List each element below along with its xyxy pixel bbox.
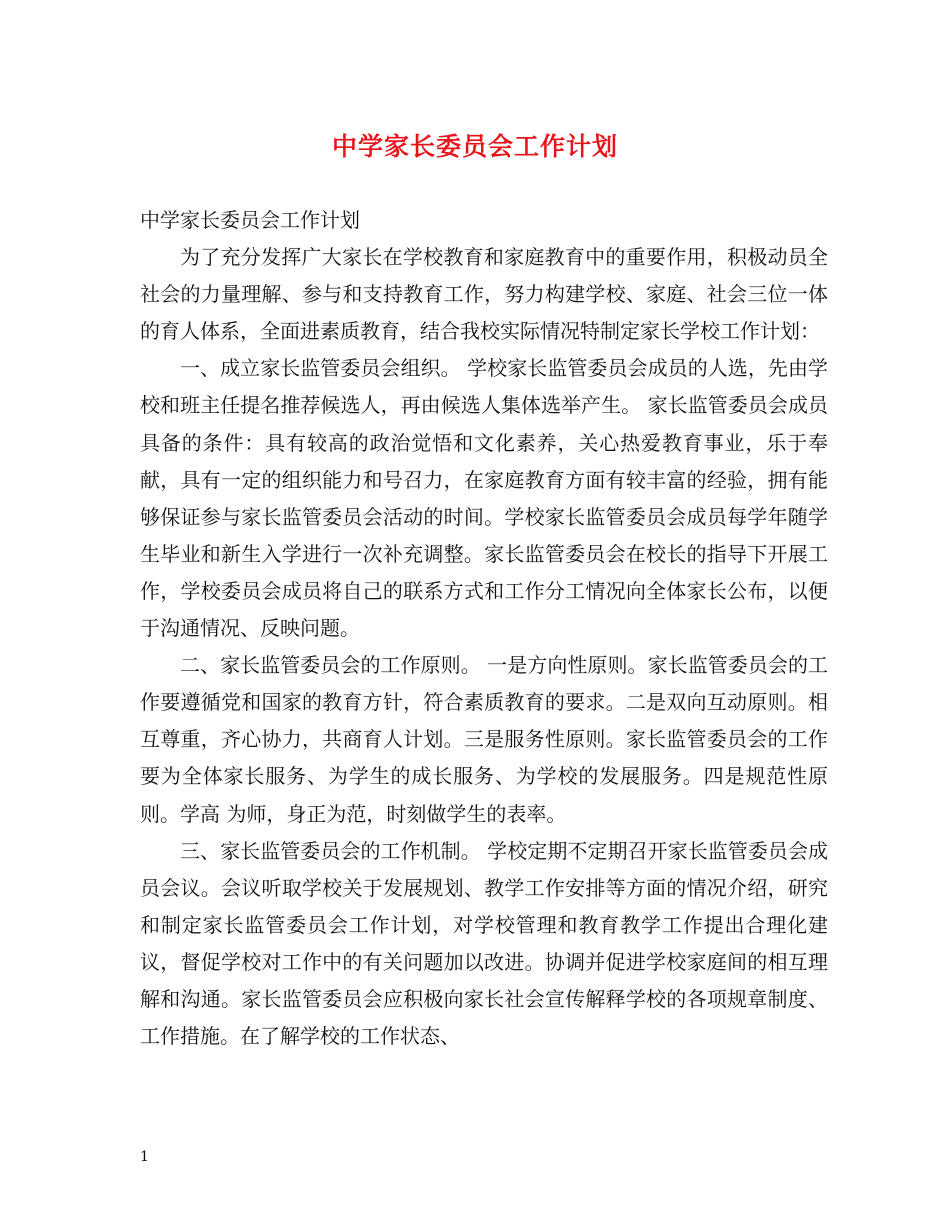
document-body: [140, 202, 828, 1055]
paragraph-section-3: 三、家长监管委员会的工作机制。 学校定期不定期召开家长监管委员会成员会议。会议听取学校关于发展规划、教学工作安排等方面的情况介绍，研究和制定家长监管委员会工作计划，对学校管理和教育教学工作提出合理化建议，督促学校对工作中的有关问题加以改进。协调并促进学校家庭间的相互理解和沟通。家长监管委员会应积极向家长社会宣传解释学校的各项规章制度、工作措施。在了解学校的工作状态、: [140, 838, 828, 1049]
page-number: 1: [140, 1149, 149, 1165]
paragraph-section-1: 一、成立家长监管委员会组织。 学校家长监管委员会成员的人选，先由学校和班主任提名推荐候选人，再由候选人集体选举产生。 家长监管委员会成员具备的条件：具有较高的政治觉悟和文化素养，关心热爱教育事业，乐于奉献，具有一定的组织能力和号召力，在家庭教育方面有较丰富的经验，拥有能够保证参与家长监管委员会活动的时间。学校家长监管委员会成员每学年随学生毕业和新生入学进行一次补充调整。家长监管委员会在校长的指导下开展工作，学校委员会成员将自己的联系方式和工作分工情况向全体家长公布，以便于沟通情况、反映问题。: [140, 356, 828, 641]
paragraph-intro: 为了充分发挥广大家长在学校教育和家庭教育中的重要作用，积极动员全社会的力量理解、参与和支持教育工作，努力构建学校、家庭、社会三位一体的育人体系，全面进素质教育，结合我校实际情况特制定家长学校工作计划：: [140, 245, 828, 344]
document-title: 中学家长委员会工作计划: [331, 132, 618, 161]
document-subtitle: 中学家长委员会工作计划: [140, 208, 360, 232]
paragraph-section-2: 二、家长监管委员会的工作原则。 一是方向性原则。家长监管委员会的工作要遵循党和国家的教育方针，符合素质教育的要求。二是双向互动原则。相互尊重，齐心协力，共商育人计划。三是服务性原则。家长监管委员会的工作要为全体家长服务、为学生的成长服务、为学校的发展服务。四是规范性原则。学高 为师，身正为范，时刻做学生的表率。: [140, 653, 828, 826]
